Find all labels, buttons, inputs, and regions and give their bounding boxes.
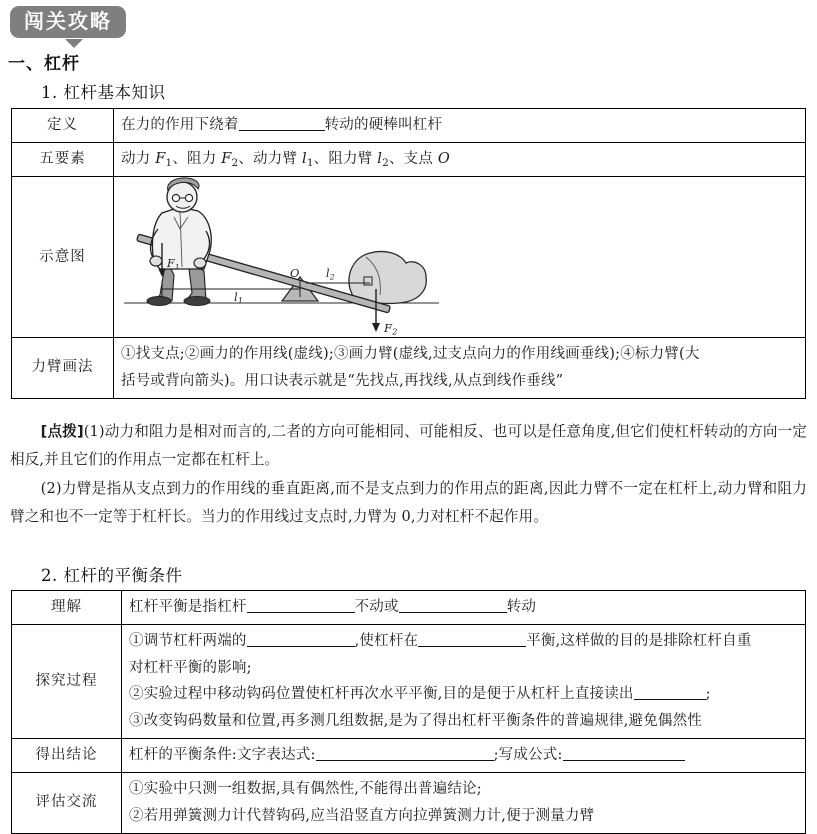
evaluation-line-2: ②若用弹簧测力计代替钩码,应当沿竖直方向拉弹簧测力计,便于测量力臂 — [129, 807, 595, 824]
inquiry-line-3 — [129, 681, 798, 708]
five-elements-text-3: 、动力臂 — [238, 150, 302, 167]
badge-label: 闯关攻略 — [10, 6, 126, 38]
understanding-seg-1: 杠杆平衡是指杠杆 — [129, 599, 247, 615]
row-label-evaluation: 评估交流 — [12, 772, 122, 833]
five-elements-text-5: 、支点 — [388, 150, 438, 167]
understanding-seg-2: 不动或 — [354, 599, 399, 615]
five-elements-text-1: 动力 — [121, 150, 156, 167]
inquiry-blank-1[interactable] — [247, 631, 355, 647]
lever-illustration — [114, 177, 805, 337]
badge-tail — [65, 39, 83, 48]
table-row — [12, 142, 806, 176]
table-row — [12, 338, 806, 399]
label-f1: $F_1$ — [167, 257, 180, 272]
tip-text-1: (1)动力和阻力是相对而言的,二者的方向可能相同、可能相反、也可以是任意角度,但它们使杠杆转动的方向一定相反,并且它们的作用点一定都在杠杆上。 — [10, 423, 807, 469]
five-elements-text-4: 、阻力臂 — [313, 150, 378, 167]
table-balance-condition — [11, 590, 806, 834]
inquiry-blank-3[interactable] — [634, 684, 706, 700]
table-row — [12, 624, 806, 738]
subscript-1: 1 — [306, 156, 314, 169]
row-label-inquiry-process: 探究过程 — [12, 624, 122, 738]
conclusion-blank-2[interactable] — [563, 745, 685, 761]
understanding-seg-3: 转动 — [506, 599, 537, 615]
inquiry-line-1 — [129, 628, 798, 655]
table-row — [12, 739, 806, 773]
tip-paragraph-2 — [10, 475, 807, 531]
symbol-f: F — [155, 150, 166, 167]
tip-paragraph-1 — [10, 418, 807, 474]
arm-drawing-line-2: 括号或背向箭头)。用口诀表示就是“先找点,再找线,从点到线作垂线” — [121, 372, 564, 389]
definition-blank[interactable] — [239, 115, 325, 131]
conclusion-seg-2: ;写成公式: — [493, 747, 563, 764]
evaluation-line-1: ①实验中只测一组数据,具有偶然性,不能得出普遍结论; — [129, 780, 482, 797]
conclusion-blank-1[interactable] — [316, 745, 494, 761]
table-row — [12, 591, 806, 625]
row-content-inquiry-process — [122, 624, 806, 738]
table-row — [12, 109, 806, 143]
inquiry-blank-2[interactable] — [418, 631, 526, 647]
subscript-2: 2 — [382, 156, 389, 169]
understanding-blank-1[interactable] — [247, 597, 355, 613]
symbol-l: l — [377, 150, 383, 167]
symbol-l: l — [301, 150, 307, 167]
row-content-understanding — [122, 591, 806, 625]
understanding-blank-2[interactable] — [399, 597, 507, 613]
page-title: 一、杠杆 — [8, 54, 80, 74]
five-elements-text-2: 、阻力 — [172, 150, 222, 167]
row-label-understanding: 理解 — [12, 591, 122, 625]
inquiry-text-1b: ,使杠杆在 — [354, 632, 419, 649]
table-row — [12, 772, 806, 833]
row-label-five-elements: 五要素 — [12, 142, 114, 176]
row-content-conclusion — [122, 739, 806, 773]
inquiry-line-4: ③改变钩码数量和位置,再多测几组数据,是为了得出杠杆平衡条件的普遍规律,避免偶然性 — [129, 713, 703, 730]
row-label-diagram: 示意图 — [12, 177, 114, 338]
row-content-definition — [114, 109, 806, 143]
subscript-1: 1 — [165, 156, 173, 169]
tip-text-2: (2)力臂是指从支点到力的作用线的垂直距离,而不是支点到力的作用点的距离,因此力臂不一定在杠杆上,动力臂和阻力臂之和也不一定等于杠杆长。当力的作用线过支点时,力臂为 0,力对杠杆不起作用。 — [10, 480, 807, 526]
label-fulcrum-o: O — [290, 266, 300, 281]
label-l1: $l_1$ — [234, 290, 244, 306]
tip-label: [点拨] — [40, 423, 84, 440]
table-lever-basics — [11, 108, 806, 399]
definition-text-pre: 在力的作用下绕着 — [121, 117, 239, 133]
subheading-lever-basics: 1. 杠杆基本知识 — [41, 83, 166, 102]
row-content-diagram — [114, 177, 806, 338]
row-label-definition: 定义 — [12, 109, 114, 143]
inquiry-line-2: 对杠杆平衡的影响; — [129, 659, 252, 676]
row-content-arm-drawing — [114, 338, 806, 399]
label-l2: $l_2$ — [326, 267, 335, 282]
conclusion-seg-1: 杠杆的平衡条件:文字表达式: — [129, 747, 316, 764]
section-badge — [10, 6, 310, 48]
row-content-five-elements — [114, 142, 806, 176]
inquiry-text-3a: ②实验过程中移动钩码位置使杠杆再次水平平衡,目的是便于从杠杆上直接读出 — [129, 686, 634, 703]
label-f2: $F_2$ — [384, 321, 398, 337]
row-content-evaluation — [122, 772, 806, 833]
inquiry-text-1a: ①调节杠杆两端的 — [129, 632, 247, 649]
subheading-balance-condition: 2. 杠杆的平衡条件 — [41, 566, 183, 585]
inquiry-text-3b: ; — [705, 686, 711, 703]
subscript-2: 2 — [231, 156, 239, 169]
table-row — [12, 177, 806, 338]
symbol-o: O — [437, 150, 450, 167]
arm-drawing-line-1: ①找支点;②画力的作用线(虚线);③画力臂(虚线,过支点向力的作用线画垂线);④标力臂(大 — [121, 346, 700, 363]
row-label-arm-drawing: 力臂画法 — [12, 338, 114, 399]
definition-text-post: 转动的硬棒叫杠杆 — [324, 117, 443, 133]
lever-diagram-svg — [114, 177, 454, 337]
symbol-f: F — [221, 150, 232, 167]
inquiry-text-1c: 平衡,这样做的目的是排除杠杆自重 — [526, 632, 752, 649]
row-label-conclusion: 得出结论 — [12, 739, 122, 773]
